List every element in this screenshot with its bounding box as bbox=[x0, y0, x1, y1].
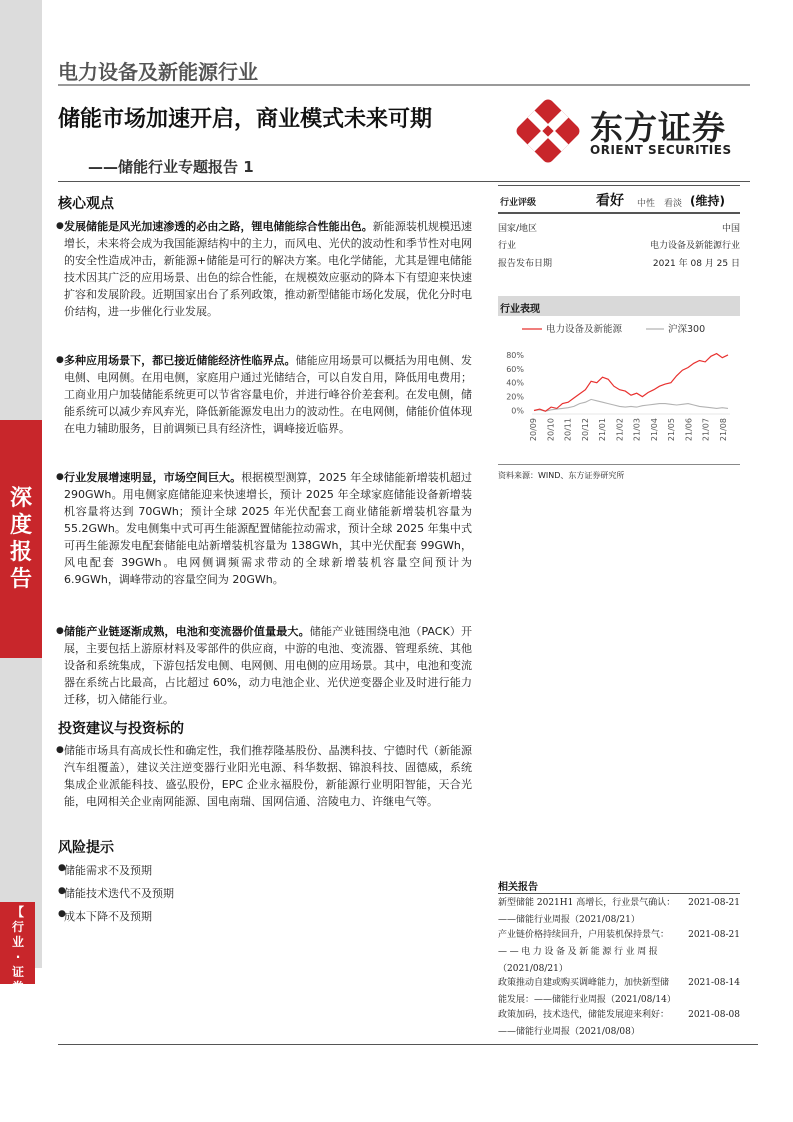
related-report-date: 2021-08-21 bbox=[688, 898, 740, 908]
bullet-icon: ● bbox=[58, 909, 66, 919]
bullet-icon: ● bbox=[56, 221, 64, 231]
y-tick-label: 20% bbox=[506, 392, 524, 402]
x-tick-label: 20/11 bbox=[563, 418, 573, 442]
x-tick-label: 21/04 bbox=[649, 418, 659, 442]
core-heading: 核心观点 bbox=[58, 196, 114, 212]
related-report-date: 2021-08-08 bbox=[688, 1010, 740, 1020]
series-line-industry bbox=[534, 354, 728, 412]
core-point-3: ● 行业发展增速明显，市场空间巨大。根据模型测算，2025 年全球储能新增装机超过 290GWh。用电侧家庭储能迎来快速增长，预计 2025 年全球家庭储能设备新增装机容量将达到 70GWh；预计全球 2025 年光伏配套工商业储能新增装机容量为 55.2GWh。发电侧集中式可再生能源配置储能拉动需求，预计全球 2025 年集中式可再生能源发电配套储能电站新增装机容量为 138GWh，其中光伏配套 99GWh，风电配套 39GWh。电网侧调频需求带动的全球新增装机容量空间预计为 6.9GWh，调峰带动的容量空间为 20GWh。 bbox=[56, 471, 473, 586]
x-tick-label: 20/12 bbox=[580, 418, 590, 442]
report-type-label: 深 度 报 告 bbox=[9, 486, 32, 592]
core-point-4: ● 储能产业链逐渐成熟，电池和变流器价值量最大。储能产业链围绕电池（PACK）开展，主要包括上游原材料及零部件的供应商，中游的电池、变流器、管理系统、其他设备和系统集成，下游包括发电侧、电网侧、用电侧的应用场景。其中，电池和变流器在系统占比最高，占比超过 60%，动力电池企业、光伏逆变器企业及时进行能力迁移，切入储能行业。 bbox=[56, 625, 472, 706]
performance-chart bbox=[498, 318, 740, 460]
legend-label-hs300: 沪深300 bbox=[668, 324, 706, 335]
y-tick-label: 60% bbox=[506, 364, 524, 374]
rating-top-line bbox=[498, 185, 740, 186]
risk-item: 储能需求不及预期 bbox=[64, 864, 152, 877]
chart-bottom-line bbox=[498, 464, 740, 465]
bullet-icon: ● bbox=[56, 626, 64, 636]
logo-text-en: ORIENT SECURITIES bbox=[590, 143, 732, 157]
rating-option-neutral: 中性 bbox=[637, 199, 656, 209]
bullet-icon: ● bbox=[58, 863, 66, 873]
rating-value: 看好 bbox=[596, 193, 624, 209]
series-line-hs300 bbox=[534, 399, 728, 411]
chart-source: 资料来源：WIND、东方证券研究所 bbox=[498, 471, 625, 480]
header-divider bbox=[58, 84, 750, 86]
x-tick-label: 21/03 bbox=[632, 418, 642, 442]
related-report-date: 2021-08-14 bbox=[688, 978, 740, 988]
footer-line bbox=[58, 1044, 758, 1045]
core-point-1: ● 发展储能是风光加速渗透的必由之路，锂电储能综合性能出色。新能源装机规模迅速增长，未来将会成为我国能源结构中的主力，而风电、光伏的波动性和季节性对电网的安全性造成冲击，新能源+储能是可行的解决方案。电化学储能，尤其是锂电储能技术因其广泛的应用场景、出色的综合性能，在规模效应驱动的降本下有望迎来快速扩容和发展阶段。近期国家出台了系列政策，推动新型储能市场化发展，优化分时电价结构，进一步催化行业发展。 bbox=[56, 220, 473, 318]
related-heading: 相关报告 bbox=[498, 882, 538, 893]
related-report-item[interactable]: 新型储能 2021H1 高增长，行业景气确认： ——储能行业周报（2021/08/21） 2021-08-21 bbox=[498, 895, 740, 929]
report-title: 储能市场加速开启，商业模式未来可期 bbox=[58, 107, 433, 132]
x-tick-label: 21/06 bbox=[684, 418, 694, 442]
x-tick-label: 21/08 bbox=[719, 418, 728, 442]
report-subtitle: ——储能行业专题报告 1 bbox=[88, 158, 254, 176]
related-report-date: 2021-08-21 bbox=[688, 930, 740, 940]
logo-text-cn: 东方证券 bbox=[590, 108, 726, 147]
x-tick-label: 21/07 bbox=[701, 418, 711, 442]
bullet-icon: ● bbox=[56, 745, 64, 755]
bullet-icon: ● bbox=[58, 886, 66, 896]
title-divider bbox=[58, 181, 750, 182]
related-report-item[interactable]: 政策加码，技术迭代，储能发展迎来利好： ——储能行业周报（2021/08/08） 2021-08-08 bbox=[498, 1007, 740, 1041]
risk-item: 成本下降不及预期 bbox=[64, 910, 152, 923]
x-tick-label: 21/02 bbox=[615, 418, 625, 442]
legend-label-industry: 电力设备及新能源 bbox=[546, 324, 623, 335]
chart-title: 行业表现 bbox=[500, 304, 540, 315]
x-tick-label: 21/01 bbox=[598, 418, 608, 442]
rating-label: 行业评级 bbox=[500, 198, 537, 208]
x-tick-label: 21/05 bbox=[667, 418, 677, 442]
rating-bottom-line bbox=[498, 212, 740, 214]
sidebar-tab-label: 【 行 业 · 证 券 bbox=[11, 905, 24, 994]
risk-item: 储能技术迭代不及预期 bbox=[64, 887, 174, 900]
y-tick-label: 40% bbox=[506, 378, 524, 388]
risk-heading: 风险提示 bbox=[58, 840, 114, 856]
core-point-2: ● 多种应用场景下，都已接近储能经济性临界点。储能应用场景可以概括为用电侧、发电侧、电网侧。在用电侧，家庭用户通过光储结合，可以自发自用，降低用电费用；工商业用户加装储能系统更可以节省容量电价，并进行峰谷价差套利。在发电侧，储能系统可以减少弃风弃光，降低新能源发电出力的波动性。在电网侧，储能价值体现在电力辅助服务，目前调频已具有经济性，调峰接近临界。 bbox=[56, 354, 473, 435]
y-tick-label: 0% bbox=[511, 406, 524, 416]
rating-option-negative: 看淡 bbox=[664, 199, 683, 209]
sidebar-top-bar bbox=[0, 0, 42, 420]
x-tick-label: 20/10 bbox=[546, 418, 556, 442]
industry-name: 电力设备及新能源行业 bbox=[58, 60, 258, 84]
y-tick-label: 80% bbox=[506, 350, 524, 360]
invest-text: ● 储能市场具有高成长性和确定性，我们推荐隆基股份、晶澳科技、宁德时代（新能源汽车组覆盖），建议关注逆变器行业阳光电源、科华数据、锦浪科技、固德威，系统集成企业派能科技、盛弘股份，EPC 企业永福股份，新能源行业明阳智能，天合光能，电网相关企业南网能源、国电南瑞、国网信通、涪陵电力、许继电气等。 bbox=[56, 744, 472, 808]
bullet-icon: ● bbox=[56, 472, 64, 482]
orient-logo-icon bbox=[514, 97, 582, 165]
related-top-line bbox=[498, 893, 740, 894]
related-report-item[interactable]: 产业链价格持续回升，户用装机保持景气： ——电力设备及新能源行业周报 （2021/08/21） 2021-08-21 bbox=[498, 927, 740, 978]
invest-heading: 投资建议与投资标的 bbox=[58, 721, 184, 737]
rating-status: (维持) bbox=[690, 194, 725, 208]
related-report-item[interactable]: 政策推动自建或购买调峰能力，加快新型储 能发展：——储能行业周报（2021/08/14） 2021-08-14 bbox=[498, 975, 740, 1009]
x-tick-label: 20/09 bbox=[529, 418, 538, 442]
bullet-icon: ● bbox=[56, 355, 64, 365]
